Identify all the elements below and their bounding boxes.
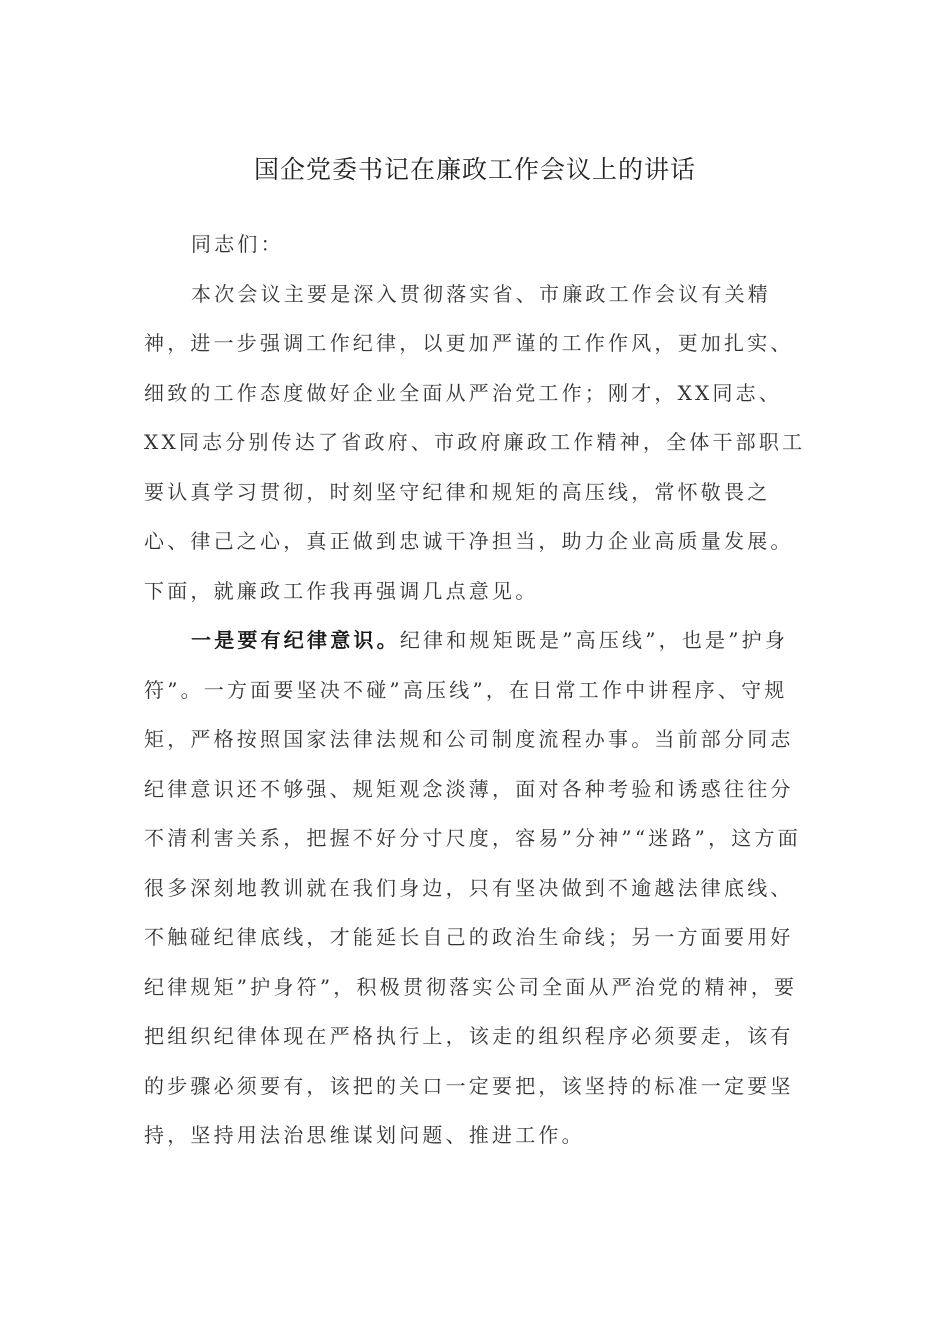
salutation: 同志们：	[191, 232, 284, 256]
document-body	[144, 220, 806, 1161]
paragraph-lead-heading: 一是要有纪律意识。	[191, 628, 400, 652]
paragraph-discipline	[144, 616, 806, 1161]
paragraph-intro: 本次会议主要是深入贯彻落实省、市廉政工作会议有关精神，进一步强调工作纪律，以更加严谨的工作作风，更加扎实、细致的工作态度做好企业全面从严治党工作；刚才，XX同志、XX同志分别传达了省政府、市政府廉政工作精神，全体干部职工要认真学习贯彻，时刻坚守纪律和规矩的高压线，常怀敬畏之心、律己之心，真正做到忠诚干净担当，助力企业高质量发展。下面，就廉政工作我再强调几点意见。	[144, 281, 806, 603]
paragraph-discipline-body: 纪律和规矩既是”高压线”，也是”护身符”。一方面要坚决不碰”高压线”，在日常工作中讲程序、守规矩，严格按照国家法律法规和公司制度流程办事。当前部分同志纪律意识还不够强、规矩观念淡薄，面对各种考验和诱惑往往分不清利害关系，把握不好分寸尺度，容易”分神”“迷路”，这方面很多深刻地教训就在我们身边，只有坚决做到不逾越法律底线、不触碰纪律底线，才能延长自己的政治生命线；另一方面要用好纪律规矩”护身符”，积极贯彻落实公司全面从严治党的精神，要把组织纪律体现在严格执行上，该走的组织程序必须要走，该有的步骤必须要有，该把的关口一定要把，该坚持的标准一定要坚持，坚持用法治思维谋划问题、推进工作。	[144, 628, 801, 1147]
document-title: 国企党委书记在廉政工作会议上的讲话	[253, 155, 696, 184]
